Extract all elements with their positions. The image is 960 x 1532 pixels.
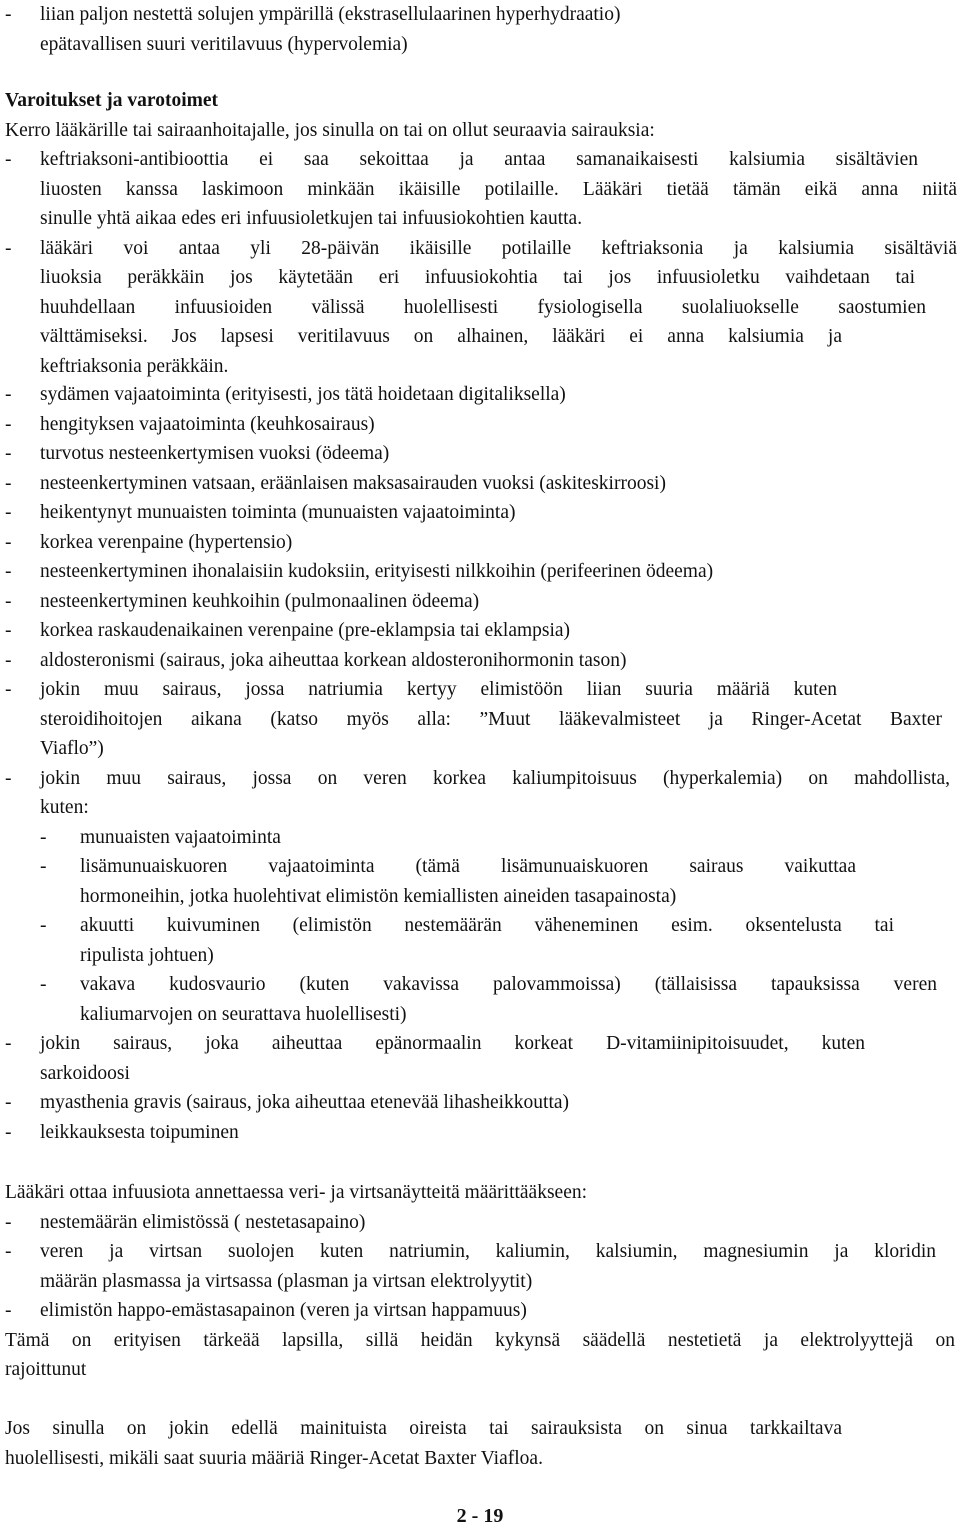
bullet-dash: -: [40, 974, 47, 995]
list-item: [0, 1208, 960, 1238]
list-item-text: jokin sairaus, joka aiheuttaa epänormaalin korkeat D-vitamiinipitoisuudet, kuten: [40, 1033, 865, 1054]
bullet-dash: -: [40, 826, 47, 848]
sub-list-item-continuation: [0, 882, 960, 912]
list-item-text: hormoneihin, jotka huolehtivat elimistön kemiallisten aineiden tasapainosta): [80, 885, 677, 907]
list-item-text: keftriaksoni-antibioottia ei saa sekoittaa ja antaa samanaikaisesti kalsiumia sisältävien: [40, 149, 918, 170]
list-item-continuation: [0, 1267, 960, 1297]
paragraph-text: huolellisesti, mikäli saat suuria määriä Ringer-Acetat Baxter Viafloa.: [5, 1447, 543, 1469]
list-item-continuation: [0, 734, 960, 764]
bullet-dash: -: [40, 915, 47, 936]
tests-intro-text: Lääkäri ottaa infuusiota annettaessa veri- ja virtsanäytteitä määrittääkseen:: [5, 1182, 588, 1203]
list-item-text: leikkauksesta toipuminen: [40, 1121, 239, 1143]
children-paragraph-continuation: [0, 1355, 960, 1385]
list-item-text: munuaisten vajaatoiminta: [80, 826, 281, 848]
tests-intro: [0, 1178, 960, 1208]
list-item-text: liian paljon nestettä solujen ympärillä (ekstrasellulaarinen hyperhydraatio): [40, 4, 621, 25]
list-item-text: nesteenkertyminen ihonalaisiin kudoksiin, erityisesti nilkkoihin (perifeerinen ödeema): [40, 561, 714, 582]
bullet-dash: -: [5, 149, 12, 170]
final-paragraph: [0, 1414, 960, 1473]
bullet-dash: -: [5, 384, 12, 405]
bullet-dash: -: [40, 856, 47, 877]
bullet-dash: -: [5, 502, 12, 523]
list-item-text: nesteenkertyminen keuhkoihin (pulmonaalinen ödeema): [40, 590, 480, 612]
list-item: [0, 1118, 960, 1148]
list-item: [0, 1029, 960, 1059]
bullet-dash: -: [5, 531, 12, 553]
list-item-text: sinulle yhtä aikaa edes eri infuusioletkujen tai infuusiokohtien kautta.: [40, 208, 583, 229]
list-item-text: epätavallisen suuri veritilavuus (hypervolemia): [40, 33, 408, 55]
list-item-text: jokin muu sairaus, jossa natriumia kertyy elimistöön liian suuria määriä kuten: [40, 679, 837, 700]
list-item-continuation: [0, 293, 960, 323]
list-item-text: korkea raskaudenaikainen verenpaine (pre-eklampsia tai eklampsia): [40, 620, 571, 641]
bullet-dash: -: [5, 237, 12, 259]
list-item: [0, 1237, 960, 1267]
list-item-text: korkea verenpaine (hypertensio): [40, 531, 293, 553]
list-item: [0, 675, 960, 705]
list-item-continuation: [0, 1059, 960, 1089]
bullet-dash: -: [5, 472, 12, 494]
bullet-dash: -: [5, 561, 12, 582]
bullet-dash: -: [5, 1241, 12, 1262]
bullet-dash: -: [5, 649, 12, 671]
list-item-text: myasthenia gravis (sairaus, joka aiheuttaa etenevää lihasheikkoutta): [40, 1092, 570, 1113]
list-item-continuation: [0, 352, 960, 382]
list-item-text: heikentynyt munuaisten toiminta (munuaisten vajaatoiminta): [40, 502, 516, 523]
list-item-text: aldosteronismi (sairaus, joka aiheuttaa korkean aldosteronihormonin tason): [40, 649, 627, 671]
paragraph-text: Tämä on erityisen tärkeää lapsilla, sillä heidän kykynsä säädellä nestetietä ja elektrolyyttejä on: [5, 1329, 955, 1351]
bullet-dash: -: [5, 590, 12, 612]
list-item-text: lääkäri voi antaa yli 28-päivän ikäisille potilaille keftriaksonia ja kalsiumia sisältäviä: [40, 237, 957, 259]
list-item: [0, 380, 960, 410]
bullet-dash: -: [5, 1300, 12, 1321]
bullet-dash: -: [5, 1211, 12, 1233]
bullet-dash: -: [5, 767, 12, 789]
list-item: [0, 764, 960, 794]
bullet-dash: -: [5, 443, 12, 464]
sub-list-item: [0, 852, 960, 882]
section-heading: [0, 86, 960, 116]
list-item: [0, 439, 960, 469]
list-item-continuation: [0, 263, 960, 293]
list-item-continuation: [0, 175, 960, 205]
list-item-text: kuten:: [40, 797, 89, 818]
list-item-text: hengityksen vajaatoiminta (keuhkosairaus): [40, 413, 375, 435]
conditions-list: [0, 380, 960, 1147]
bullet-dash: -: [5, 679, 12, 700]
list-item-continuation: [0, 705, 960, 735]
bullet-dash: -: [5, 4, 12, 25]
list-item: [0, 234, 960, 264]
list-item: [0, 0, 960, 30]
intro-line: [0, 116, 960, 146]
list-item: [0, 410, 960, 440]
list-item-text: turvotus nesteenkertymisen vuoksi (ödeema): [40, 443, 390, 464]
list-item-text: Viaflo”): [40, 738, 104, 759]
list-item-text: sydämen vajaatoiminta (erityisesti, jos tätä hoidetaan digitaliksella): [40, 384, 566, 405]
list-item: [0, 498, 960, 528]
children-paragraph: [0, 1326, 960, 1356]
intro-line-text: Kerro lääkärille tai sairaanhoitajalle, jos sinulla on tai on ollut seuraavia sairauksia:: [5, 119, 655, 141]
list-item-text: sarkoidoosi: [40, 1062, 130, 1084]
bullet-dash: -: [5, 620, 12, 641]
sub-list-item: [0, 823, 960, 853]
list-item-text: akuutti kuivuminen (elimistön nestemäärän väheneminen esim. oksentelusta tai: [80, 915, 894, 936]
sub-list-item-continuation: [0, 1000, 960, 1030]
list-item-continuation: [0, 322, 960, 352]
list-item: [0, 528, 960, 558]
tests-section: [0, 1178, 960, 1385]
list-item-text: huuhdellaan infuusioiden välissä huolellisesti fysiologisella suolaliuokselle saostumien: [40, 296, 926, 318]
list-item-text: elimistön happo-emästasapainon (veren ja virtsan happamuus): [40, 1300, 527, 1321]
list-item: [0, 469, 960, 499]
list-item-text: välttämiseksi. Jos lapsesi veritilavuus on alhainen, lääkäri ei anna kalsiumia ja: [40, 326, 842, 347]
page-number: 2 - 19: [456, 1505, 504, 1527]
list-item-text: vakava kudosvaurio (kuten vakavissa palovammoissa) (tällaisissa tapauksissa veren: [80, 974, 937, 995]
paragraph-text: Jos sinulla on jokin edellä mainituista oireista tai sairauksista on sinua tarkkailtava: [5, 1418, 842, 1439]
paragraph-line: [0, 1444, 960, 1474]
list-item: [0, 587, 960, 617]
list-item: [0, 616, 960, 646]
list-item-text: määrän plasmassa ja virtsassa (plasman ja virtsan elektrolyytit): [40, 1270, 533, 1292]
list-item-continuation: [0, 204, 960, 234]
bullet-dash: -: [5, 1092, 12, 1113]
list-item-text: kaliumarvojen on seurattava huolellisesti): [80, 1003, 407, 1025]
list-item-text: veren ja virtsan suolojen kuten natriumin, kaliumin, kalsiumin, magnesiumin ja kloridin: [40, 1241, 936, 1262]
list-item: [0, 1088, 960, 1118]
sub-list-item: [0, 970, 960, 1000]
bullet-dash: -: [5, 413, 12, 435]
list-item-text: liuoksia peräkkäin jos käytetään eri infuusiokohtia tai jos infuusioletku vaihdetaan tai: [40, 267, 915, 288]
bullet-dash: -: [5, 1121, 12, 1143]
intro-list: [0, 0, 960, 59]
paragraph-line: [0, 1414, 960, 1444]
sub-list-item: [0, 911, 960, 941]
list-item-text: jokin muu sairaus, jossa on veren korkea kaliumpitoisuus (hyperkalemia) on mahdollista,: [40, 767, 950, 789]
list-item: [0, 646, 960, 676]
bullet-dash: -: [5, 1033, 12, 1054]
list-item-text: steroidihoitojen aikana (katso myös alla: ”Muut lääkevalmisteet ja Ringer-Acetat Baxter: [40, 708, 942, 730]
list-item: [0, 145, 960, 175]
list-item-continuation: [0, 30, 960, 60]
list-item: [0, 557, 960, 587]
list-item-text: keftriaksonia peräkkäin.: [40, 355, 229, 377]
list-item-text: lisämunuaiskuoren vajaatoiminta (tämä lisämunuaiskuoren sairaus vaikuttaa: [80, 856, 856, 877]
paragraph-text: rajoittunut: [5, 1359, 87, 1380]
list-item-text: liuosten kanssa laskimoon minkään ikäisille potilaille. Lääkäri tietää tämän eikä anna niitä: [40, 178, 957, 200]
section-warnings: [0, 86, 960, 381]
list-item-text: ripulista johtuen): [80, 944, 214, 966]
list-item-text: nestemäärän elimistössä ( nestetasapaino): [40, 1211, 366, 1233]
list-item: [0, 1296, 960, 1326]
list-item-continuation: [0, 793, 960, 823]
sub-list-item-continuation: [0, 941, 960, 971]
list-item-text: nesteenkertyminen vatsaan, eräänlaisen maksasairauden vuoksi (askiteskirroosi): [40, 472, 666, 494]
heading-text: Varoitukset ja varotoimet: [5, 90, 219, 111]
